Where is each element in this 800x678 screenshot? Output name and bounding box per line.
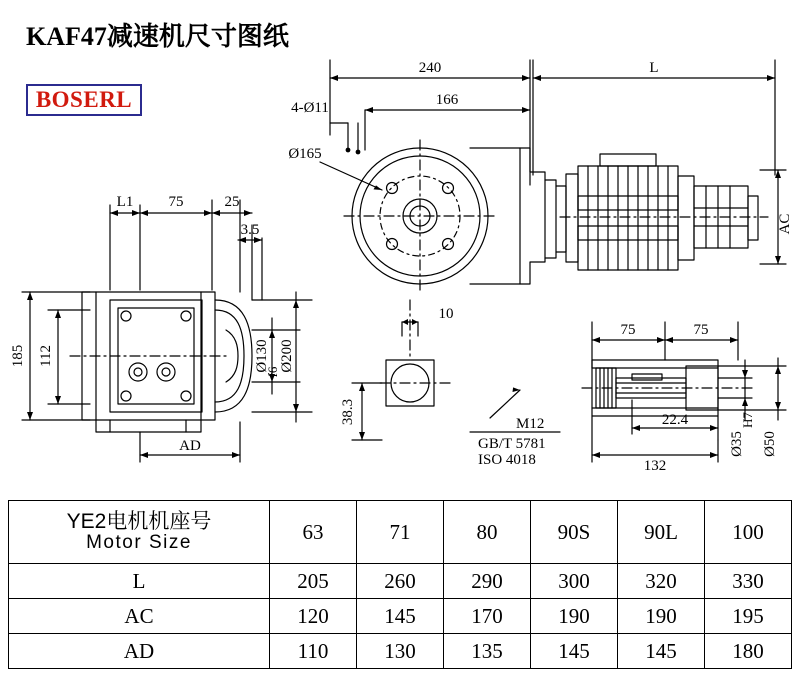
motor-size-63: 63 (270, 501, 357, 564)
dim-D35-tol: H7 (740, 412, 755, 428)
cell-L-90s: 300 (531, 564, 618, 599)
dim-25: 25 (224, 194, 240, 210)
table-header-row (9, 501, 792, 564)
header-label-en: Motor Size (86, 532, 192, 554)
brand-logo-text: BOSERL (35, 87, 133, 112)
cell-AD-71: 130 (357, 634, 444, 669)
table-row (9, 564, 792, 599)
dim-4xD11: 4-Ø11 (291, 100, 329, 116)
dim-185: 185 (10, 344, 26, 368)
cell-L-71: 260 (357, 564, 444, 599)
header-label-cell (9, 501, 270, 564)
motor-size-100: 100 (705, 501, 792, 564)
dim-AD: AD (179, 438, 201, 454)
dim-240: 240 (418, 60, 442, 76)
dim-D50: Ø50 (762, 431, 778, 457)
dim-D200: Ø200 (279, 339, 295, 373)
dim-10: 10 (438, 306, 454, 322)
dim-D130: Ø130 (254, 339, 270, 373)
cell-AC-71: 145 (357, 599, 444, 634)
spec-table (8, 500, 792, 669)
cell-AD-100: 180 (705, 634, 792, 669)
dim-38-3: 38.3 (340, 398, 356, 426)
dim-L1: L1 (116, 194, 134, 210)
cell-L-90l: 320 (618, 564, 705, 599)
header-label-cn: YE2电机机座号 (66, 510, 212, 533)
cell-AD-63: 110 (270, 634, 357, 669)
dim-75-left: 75 (168, 194, 184, 210)
note-gb: GB/T 5781 (478, 436, 546, 452)
cell-L-80: 290 (444, 564, 531, 599)
cell-AC-63: 120 (270, 599, 357, 634)
row-label-AD: AD (9, 634, 270, 669)
motor-size-90l: 90L (618, 501, 705, 564)
dim-132: 132 (643, 458, 667, 474)
page-title: KAF47减速机尺寸图纸 (26, 22, 289, 51)
dim-112: 112 (38, 345, 54, 367)
dim-3-5: 3.5 (240, 222, 260, 238)
note-iso: ISO 4018 (478, 452, 536, 468)
motor-size-71: 71 (357, 501, 444, 564)
row-label-L: L (9, 564, 270, 599)
row-label-AC: AC (9, 599, 270, 634)
cell-AD-90l: 145 (618, 634, 705, 669)
dim-D130-tol: f6 (265, 366, 280, 378)
dim-75-a: 75 (620, 322, 636, 338)
cell-AC-100: 195 (705, 599, 792, 634)
dim-22-4: 22.4 (661, 412, 689, 428)
dim-L-top: L (649, 60, 659, 76)
dim-166: 166 (435, 92, 459, 108)
table-row (9, 634, 792, 669)
dim-AC: AC (777, 213, 793, 235)
motor-size-80: 80 (444, 501, 531, 564)
dim-D35: Ø35 (729, 431, 745, 457)
cell-L-63: 205 (270, 564, 357, 599)
dim-75-b: 75 (693, 322, 709, 338)
dim-D165: Ø165 (288, 146, 322, 162)
cell-AD-90s: 145 (531, 634, 618, 669)
table-row (9, 599, 792, 634)
cell-AC-90s: 190 (531, 599, 618, 634)
cell-AC-80: 170 (444, 599, 531, 634)
cell-AD-80: 135 (444, 634, 531, 669)
motor-size-90s: 90S (531, 501, 618, 564)
cell-AC-90l: 190 (618, 599, 705, 634)
note-m12: M12 (516, 416, 545, 432)
cell-L-100: 330 (705, 564, 792, 599)
